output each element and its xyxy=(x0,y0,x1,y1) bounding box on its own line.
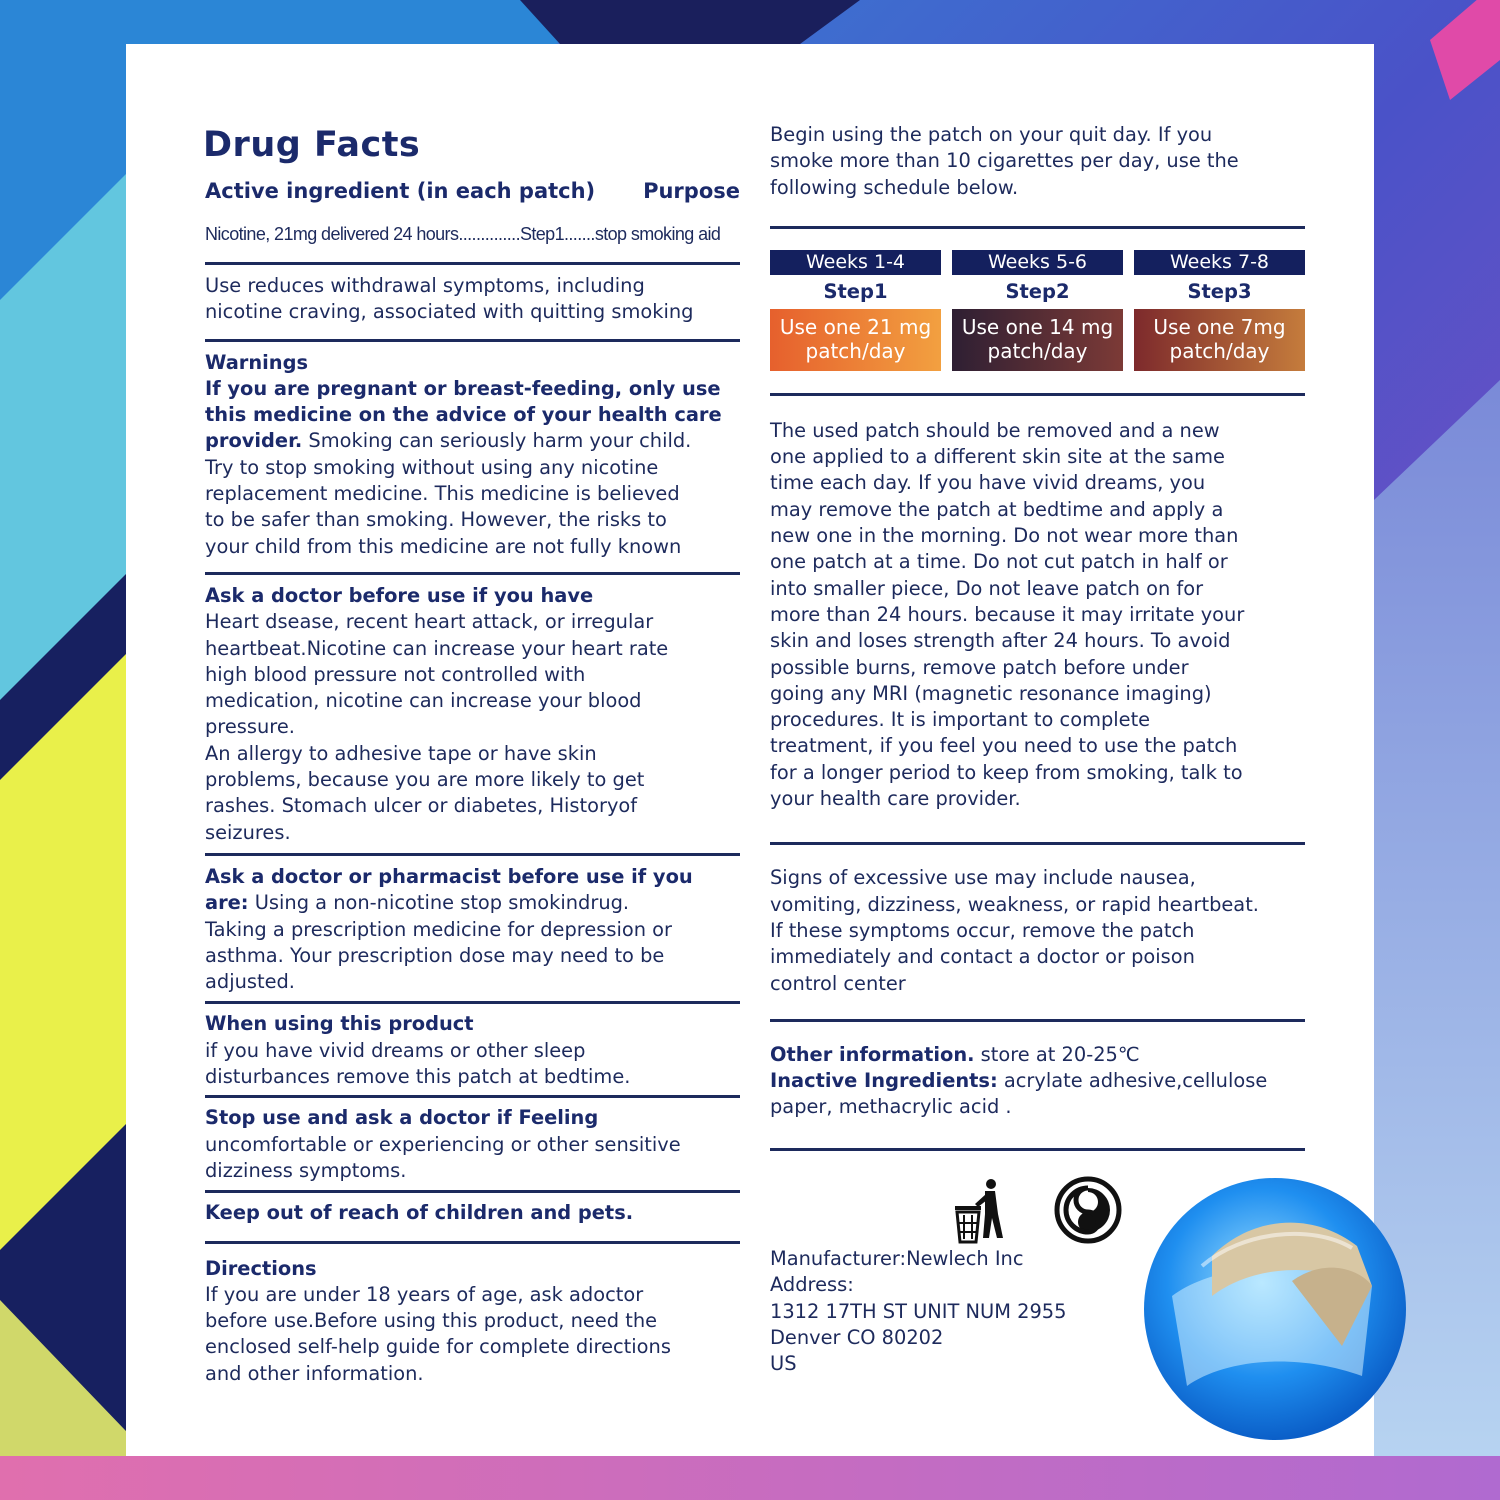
ask-pharmacist-text: Using a non-nicotine stop smokindrug. xyxy=(248,891,630,915)
schedule-step xyxy=(770,250,941,371)
signs-text: immediately and contact a doctor or poison xyxy=(770,945,1195,969)
green-dot-icon xyxy=(1054,1176,1122,1244)
used-patch-text: one applied to a different skin site at the same xyxy=(770,445,1225,469)
used-patch-text: may remove the patch at bedtime and apply a xyxy=(770,497,1224,521)
divider xyxy=(770,393,1305,396)
ask-doctor-heading: Ask a doctor before use if you have xyxy=(205,583,594,607)
signs-text: control center xyxy=(770,971,906,995)
weeks-label: Weeks 7-8 xyxy=(1134,250,1305,275)
divider xyxy=(205,339,740,342)
divider xyxy=(205,853,740,856)
ask-doctor-text: problems, because you are more likely to get xyxy=(205,768,645,792)
manufacturer-text: 1312 17TH ST UNIT NUM 2955 xyxy=(770,1299,1067,1323)
ask-pharmacist-section xyxy=(205,864,740,995)
used-patch-text: your health care provider. xyxy=(770,787,1021,811)
inactive-value: acrylate adhesive,cellulose xyxy=(997,1069,1268,1093)
warnings-text: your child from this medicine are not fully known xyxy=(205,534,682,558)
nicotine-line: Nicotine, 21mg delivered 24 hours..............Step1.......stop smoking aid xyxy=(205,224,721,244)
used-patch-text: new one in the morning. Do not wear more than xyxy=(770,524,1239,548)
manufacturer-text: Address: xyxy=(770,1273,854,1297)
divider xyxy=(205,1001,740,1004)
ask-pharmacist-heading: Ask a doctor or pharmacist before use if you xyxy=(205,864,693,888)
schedule-intro-text: Begin using the patch on your quit day. If you xyxy=(770,123,1213,146)
warnings-bold: this medicine on the advice of your health care xyxy=(205,403,722,427)
directions-text: If you are under 18 years of age, ask adoctor xyxy=(205,1282,644,1306)
schedule-intro xyxy=(770,122,1305,201)
when-using-heading: When using this product xyxy=(205,1012,474,1036)
divider xyxy=(770,1019,1305,1022)
divider xyxy=(770,1148,1305,1151)
schedule-intro-text: following schedule below. xyxy=(770,175,1019,199)
dose-text: patch/day xyxy=(987,338,1088,363)
when-using-text: disturbances remove this patch at bedtime. xyxy=(205,1065,631,1089)
divider xyxy=(205,262,740,265)
ask-doctor-text: high blood pressure not controlled with xyxy=(205,662,586,686)
ask-doctor-text: seizures. xyxy=(205,820,291,844)
warnings-section xyxy=(205,350,740,560)
divider xyxy=(205,1095,740,1098)
right-column xyxy=(770,122,1305,1376)
step-label: Step1 xyxy=(823,279,888,303)
purpose-heading: Purpose xyxy=(643,179,740,203)
ask-doctor-text: pressure. xyxy=(205,715,295,739)
dose-text: patch/day xyxy=(1169,338,1270,363)
keep-out-text: Keep out of reach of children and pets. xyxy=(205,1201,634,1225)
left-column xyxy=(205,124,740,1387)
ask-doctor-text: Heart dsease, recent heart attack, or irregular xyxy=(205,610,654,634)
used-patch-text: more than 24 hours. because it may irritate your xyxy=(770,602,1245,626)
inactive-value: paper, methacrylic acid . xyxy=(770,1095,1012,1119)
dose-text: patch/day xyxy=(805,338,906,363)
divider xyxy=(205,1241,740,1244)
drug-facts-title: Drug Facts xyxy=(203,125,421,165)
directions-text: before use.Before using this product, need the xyxy=(205,1309,658,1333)
schedule-intro-text: smoke more than 10 cigarettes per day, use the xyxy=(770,149,1239,173)
signs-text: If these symptoms occur, remove the patch xyxy=(770,918,1195,942)
tidy-man-icon xyxy=(951,1178,1011,1248)
warnings-text: Try to stop smoking without using any nicotine xyxy=(205,455,659,479)
ask-doctor-text: medication, nicotine can increase your blood xyxy=(205,689,642,713)
signs-section xyxy=(770,865,1305,996)
used-patch-text: possible burns, remove patch before under xyxy=(770,655,1189,679)
when-using-text: if you have vivid dreams or other sleep xyxy=(205,1038,586,1062)
stop-use-heading: Stop use and ask a doctor if Feeling xyxy=(205,1106,599,1130)
stop-use-section xyxy=(205,1105,740,1184)
warnings-bold: provider. xyxy=(205,429,303,453)
use-text: nicotine craving, associated with quitting smoking xyxy=(205,300,694,324)
dose-box xyxy=(952,309,1123,371)
ask-doctor-text: rashes. Stomach ulcer or diabetes, Historyof xyxy=(205,794,638,818)
schedule-step xyxy=(952,250,1123,371)
stop-use-text: dizziness symptoms. xyxy=(205,1158,407,1182)
ask-doctor-text: An allergy to adhesive tape or have skin xyxy=(205,741,597,765)
manufacturer-text: Manufacturer:Newlech Inc xyxy=(770,1247,1024,1270)
use-section xyxy=(205,273,740,326)
manufacturer-text: Denver CO 80202 xyxy=(770,1325,944,1349)
signs-text: vomiting, dizziness, weakness, or rapid heartbeat. xyxy=(770,892,1259,916)
dose-text: Use one 7mg xyxy=(1153,314,1286,339)
dose-text: Use one 14 mg xyxy=(961,314,1114,339)
ask-doctor-section xyxy=(205,583,740,846)
other-info-section xyxy=(770,1042,1305,1121)
inactive-label: Inactive Ingredients: xyxy=(770,1069,998,1093)
divider xyxy=(205,1190,740,1193)
step-label: Step2 xyxy=(1005,279,1070,303)
other-info-value: store at 20-25℃ xyxy=(974,1042,1140,1066)
used-patch-text: for a longer period to keep from smoking, talk to xyxy=(770,760,1243,784)
divider xyxy=(770,842,1305,845)
schedule-step xyxy=(1134,250,1305,371)
directions-text: enclosed self-help guide for complete directions xyxy=(205,1335,671,1359)
use-text: Use reduces withdrawal symptoms, including xyxy=(205,274,645,297)
manufacturer-text: US xyxy=(770,1352,797,1376)
directions-heading: Directions xyxy=(205,1256,317,1280)
active-ingredient-header xyxy=(205,176,740,206)
warnings-bold: If you are pregnant or breast-feeding, only use xyxy=(205,376,721,400)
ask-pharmacist-heading: are: xyxy=(205,891,249,915)
other-info-label: Other information. xyxy=(770,1042,975,1066)
directions-text: and other information. xyxy=(205,1361,424,1385)
used-patch-text: into smaller piece, Do not leave patch on for xyxy=(770,576,1204,600)
warnings-text: to be safer than smoking. However, the risks to xyxy=(205,508,667,532)
directions-section xyxy=(205,1256,740,1387)
ask-pharmacist-text: Taking a prescription medicine for depression or xyxy=(205,917,673,941)
stop-use-text: uncomfortable or experiencing or other sensitive xyxy=(205,1132,681,1156)
used-patch-text: The used patch should be removed and a new xyxy=(770,418,1220,442)
when-using-section xyxy=(205,1011,740,1090)
signs-text: Signs of excessive use may include nausea, xyxy=(770,866,1196,890)
warnings-text: Smoking can seriously harm your child. xyxy=(302,429,692,453)
step-label: Step3 xyxy=(1187,279,1252,303)
warnings-heading: Warnings xyxy=(205,350,309,374)
schedule-table xyxy=(770,250,1305,371)
weeks-label: Weeks 5-6 xyxy=(952,250,1123,275)
dose-text: Use one 21 mg xyxy=(779,314,932,339)
dose-box xyxy=(1134,309,1305,371)
used-patch-text: procedures. It is important to complete xyxy=(770,708,1151,732)
warnings-text: replacement medicine. This medicine is believed xyxy=(205,482,680,506)
patch-illustration xyxy=(1142,1176,1408,1442)
used-patch-text: time each day. If you have vivid dreams, you xyxy=(770,471,1206,495)
divider xyxy=(770,226,1305,229)
dose-box xyxy=(770,309,941,371)
ask-doctor-text: heartbeat.Nicotine can increase your heart rate xyxy=(205,636,669,660)
used-patch-text: skin and loses strength after 24 hours. To avoid xyxy=(770,629,1231,653)
keep-out-section xyxy=(205,1200,740,1226)
ask-pharmacist-text: asthma. Your prescription dose may need to be xyxy=(205,943,665,967)
used-patch-section xyxy=(770,418,1305,812)
ask-pharmacist-text: adjusted. xyxy=(205,970,295,994)
active-ingredient-heading: Active ingredient (in each patch) xyxy=(205,179,596,203)
used-patch-text: one patch at a time. Do not cut patch in half or xyxy=(770,550,1228,574)
divider xyxy=(205,572,740,575)
weeks-label: Weeks 1-4 xyxy=(770,250,941,275)
used-patch-text: treatment, if you feel you need to use the patch xyxy=(770,734,1238,758)
used-patch-text: going any MRI (magnetic resonance imaging) xyxy=(770,681,1212,705)
